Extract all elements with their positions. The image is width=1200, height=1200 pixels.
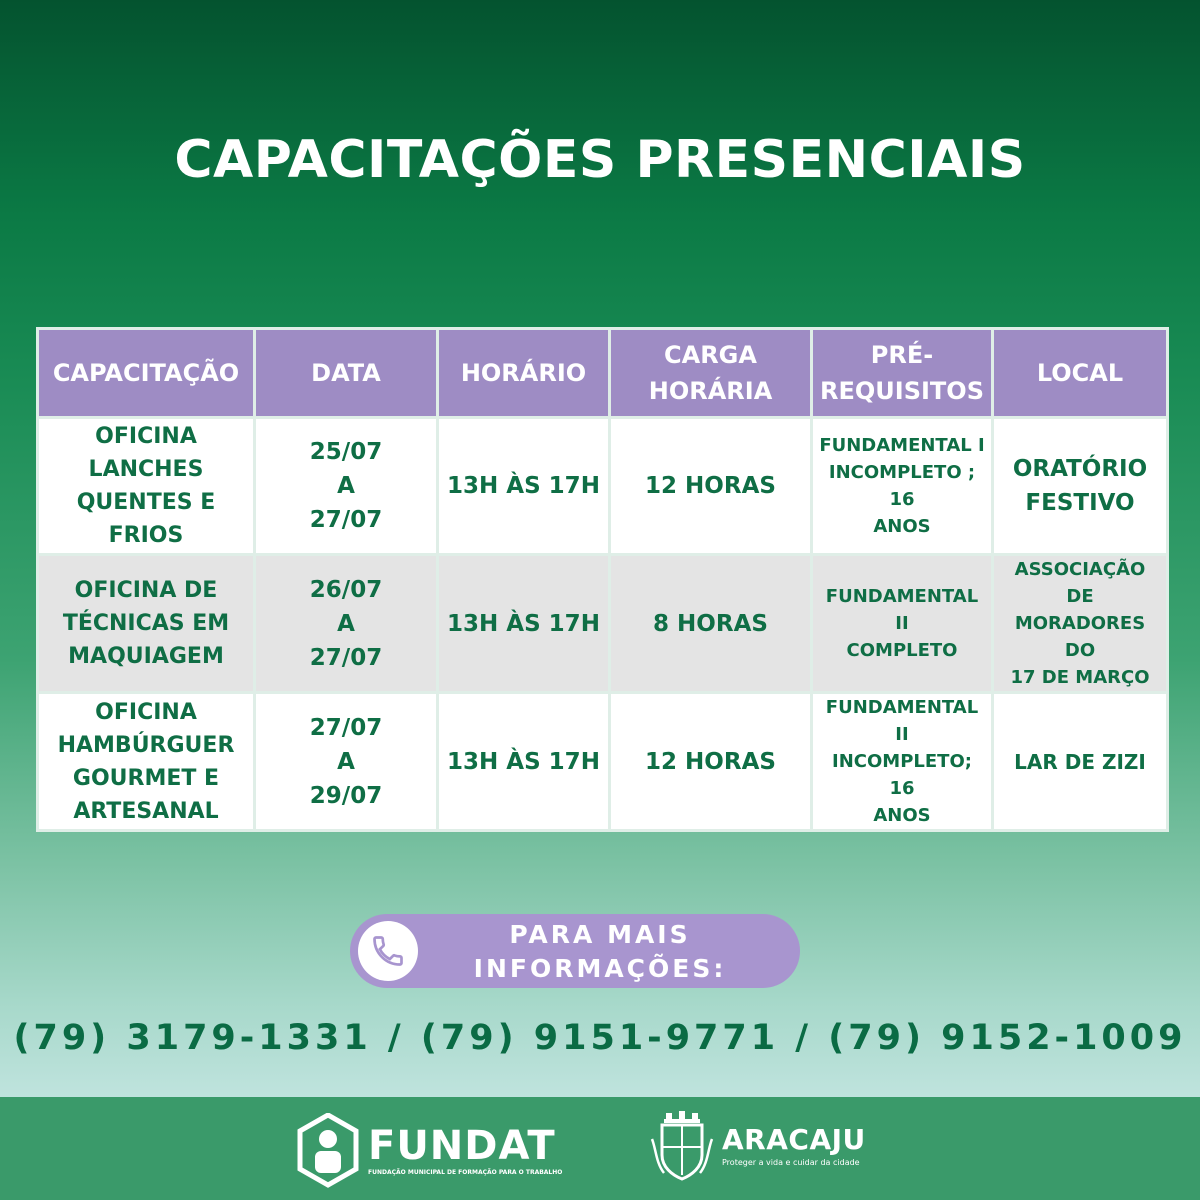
requirement-line: INCOMPLETO ; 16 xyxy=(828,462,976,510)
requirements-cell xyxy=(812,555,993,693)
place-cell xyxy=(993,418,1168,555)
header-course: CAPACITAÇÃO xyxy=(38,329,255,418)
more-info-text xyxy=(450,918,750,986)
course-name-cell xyxy=(38,418,255,555)
place-line: ASSOCIAÇÃO DE xyxy=(1014,559,1146,607)
date-line: 27/07 xyxy=(309,714,383,741)
course-name-line: OFICINA DE xyxy=(74,578,218,603)
header-req xyxy=(812,329,993,418)
aracaju-coat-of-arms-icon xyxy=(650,1109,714,1185)
course-name-line: GOURMET E xyxy=(72,765,220,791)
place-cell xyxy=(993,693,1168,831)
more-info-line: PARA MAIS xyxy=(509,920,691,949)
date-cell xyxy=(255,418,438,555)
header-req-line: PRÉ- xyxy=(870,341,934,369)
date-line: 27/07 xyxy=(309,507,383,533)
date-line: 26/07 xyxy=(309,576,383,603)
date-line: A xyxy=(337,748,355,775)
requirements-cell xyxy=(812,418,993,555)
header-place: LOCAL xyxy=(993,329,1168,418)
time-cell: 13H ÀS 17H xyxy=(438,418,610,555)
date-line: A xyxy=(337,610,355,637)
course-name-line: OFICINA xyxy=(95,424,197,449)
course-name-line: OFICINA xyxy=(95,699,197,725)
course-name-cell xyxy=(38,693,255,831)
more-info-banner xyxy=(350,914,800,988)
table-row xyxy=(38,693,1168,831)
requirement-line: COMPLETO xyxy=(846,640,958,661)
requirement-line: FUNDAMENTAL II xyxy=(825,697,979,745)
requirement-line: INCOMPLETO; 16 xyxy=(832,751,972,799)
table-row xyxy=(38,418,1168,555)
fundat-name: FUNDAT xyxy=(368,1123,556,1169)
requirement-line: FUNDAMENTAL I xyxy=(819,435,985,456)
place-line: 17 DE MARÇO xyxy=(1010,667,1150,688)
phone-icon-glyph xyxy=(370,933,406,969)
date-cell xyxy=(255,555,438,693)
footer xyxy=(0,1097,1200,1200)
requirement-line: FUNDAMENTAL II xyxy=(825,586,979,634)
date-cell xyxy=(255,693,438,831)
load-cell: 8 HORAS xyxy=(610,555,812,693)
phone-numbers: (79) 3179-1331 / (79) 9151-9771 / (79) 9152-1009 xyxy=(13,1018,1187,1058)
aracaju-name: ARACAJU xyxy=(722,1123,866,1156)
phone-icon xyxy=(358,921,418,981)
course-name-line: ARTESANAL xyxy=(73,798,219,824)
course-name-line: HAMBÚRGUER xyxy=(57,732,235,758)
time-cell: 13H ÀS 17H xyxy=(438,555,610,693)
fundat-subtitle: FUNDAÇÃO MUNICIPAL DE FORMAÇÃO PARA O TRABALHO xyxy=(368,1169,563,1176)
aracaju-logo xyxy=(650,1109,890,1189)
load-cell: 12 HORAS xyxy=(610,418,812,555)
more-info-line: INFORMAÇÕES: xyxy=(473,954,727,983)
header-load-line: CARGA xyxy=(664,341,757,369)
courses-table xyxy=(36,327,1169,832)
course-name-line: QUENTES E FRIOS xyxy=(76,490,216,548)
aracaju-slogan: Proteger a vida e cuidar da cidade xyxy=(722,1158,860,1167)
date-line: 27/07 xyxy=(309,644,383,671)
requirements-cell xyxy=(812,693,993,831)
course-name-line: MAQUIAGEM xyxy=(68,644,224,669)
place-line: MORADORES DO xyxy=(1014,613,1146,661)
date-line: A xyxy=(337,473,355,499)
course-name-cell xyxy=(38,555,255,693)
fundat-logo xyxy=(296,1113,566,1187)
page-title: CAPACITAÇÕES PRESENCIAIS xyxy=(174,130,1026,190)
place-line: LAR DE ZIZI xyxy=(1014,749,1146,774)
header-load xyxy=(610,329,812,418)
place-line: ORATÓRIO xyxy=(1012,456,1148,482)
table-header-row xyxy=(38,329,1168,418)
load-cell: 12 HORAS xyxy=(610,693,812,831)
time-cell: 13H ÀS 17H xyxy=(438,693,610,831)
fundat-logo-icon xyxy=(296,1113,360,1189)
course-name-line: LANCHES xyxy=(88,457,204,482)
place-cell xyxy=(993,555,1168,693)
header-load-line: HORÁRIA xyxy=(648,377,773,405)
requirement-line: ANOS xyxy=(873,805,931,826)
header-date: DATA xyxy=(255,329,438,418)
table-row xyxy=(38,555,1168,693)
date-line: 29/07 xyxy=(309,782,383,809)
course-name-line: TÉCNICAS EM xyxy=(62,611,230,636)
header-time: HORÁRIO xyxy=(438,329,610,418)
requirement-line: ANOS xyxy=(873,516,931,537)
date-line: 25/07 xyxy=(309,439,383,465)
header-req-line: REQUISITOS xyxy=(820,377,984,405)
place-line: FESTIVO xyxy=(1025,490,1135,516)
